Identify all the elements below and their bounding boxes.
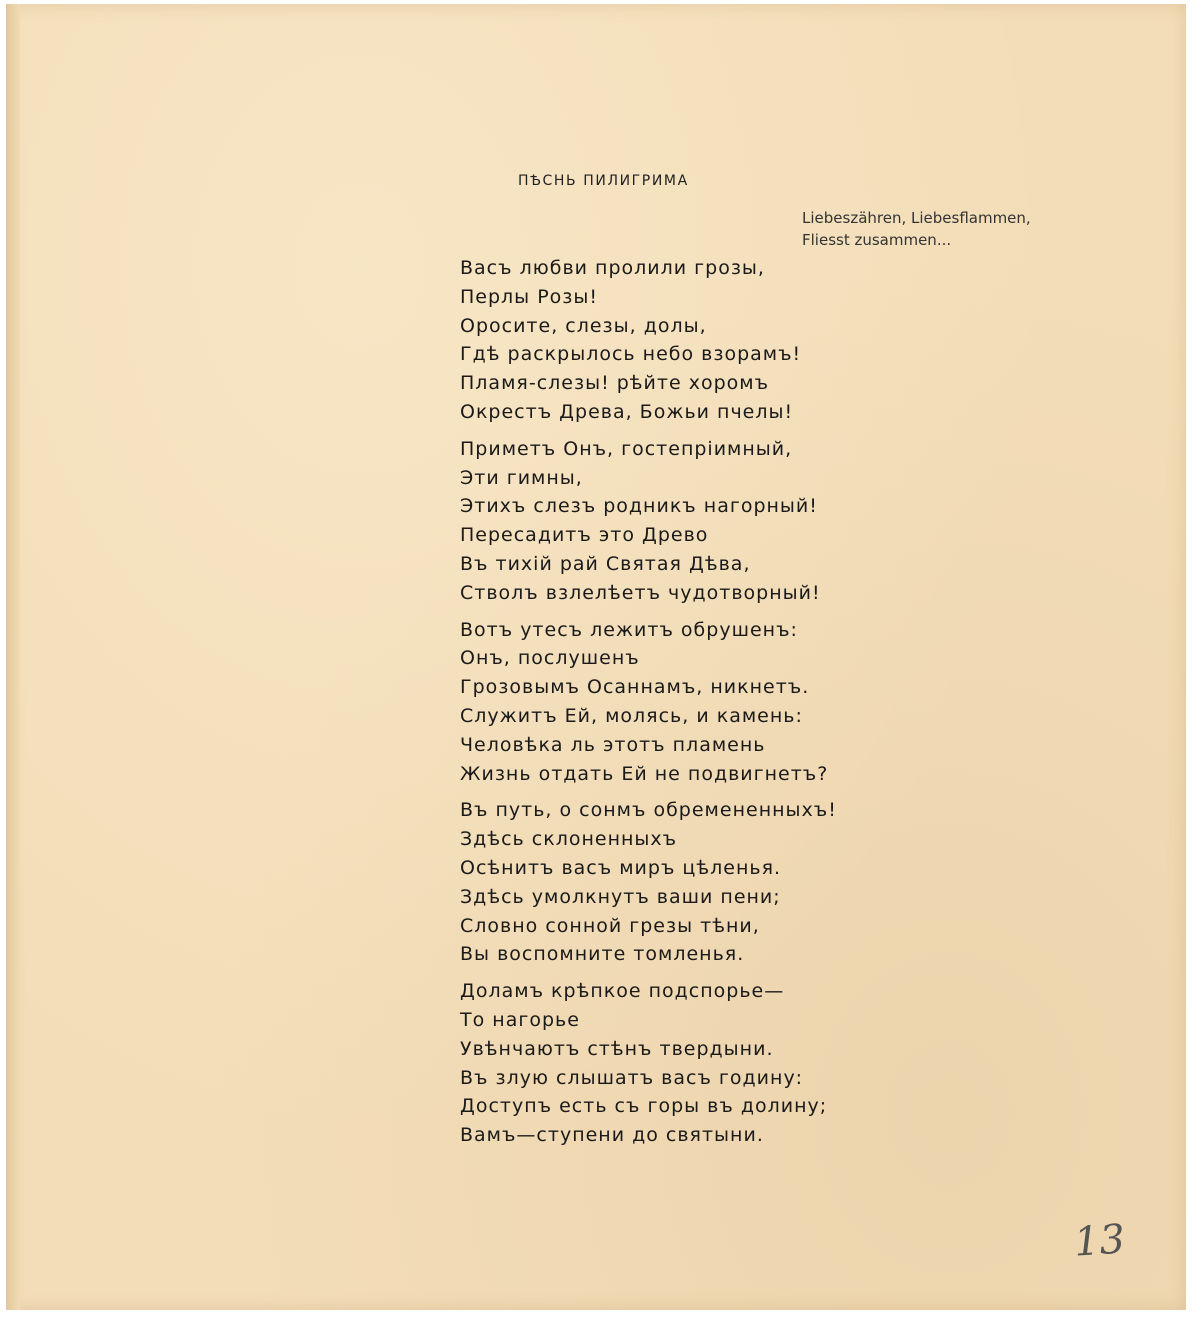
poem-line: Вы воспомните томленья. [460,943,745,966]
poem-line: Этихъ слезъ родникъ нагорный! [460,495,818,518]
poem-line: Служитъ Ей, молясь, и камень: [460,704,803,727]
epigraph-line: Liebeszähren, Liebesflammen, [802,209,1031,227]
page-number: 13 [1072,1216,1127,1266]
poem-title: ПѢСНЬ ПИЛИГРИМА [518,173,689,189]
stanza-1 [460,254,837,427]
stanza-5 [460,977,837,1150]
poem-line: Оросите, слезы, долы, [460,314,707,337]
poem-line: Окрестъ Древа, Божьи пчелы! [460,400,794,423]
poem-line: Въ тихій рай Святая Дѣва, [460,552,751,575]
poem-line: Здѣсь склоненныхъ [460,828,678,851]
poem-line: Перлы Розы! [460,285,599,308]
poem-line: Здѣсь умолкнутъ ваши пени; [460,885,781,908]
poem-body [460,254,837,1158]
poem-line: Онъ, послушенъ [460,647,640,670]
poem-line: Пересадитъ это Древо [460,524,709,547]
poem-line: Жизнь отдать Ей не подвигнетъ? [460,762,829,785]
poem-line: Увѣнчаютъ стѣнъ твердыни. [460,1037,774,1060]
poem-line: Эти гимны, [460,466,583,489]
stanza-3 [460,616,837,789]
poem-line: Вамъ—ступени до святыни. [460,1124,764,1147]
poem-line: Словно сонной грезы тѣни, [460,914,760,937]
poem-line: Въ путь, о сонмъ обремененныхъ! [460,799,837,822]
poem-line: Гдѣ раскрылось небо взорамъ! [460,343,802,366]
stanza-4 [460,796,837,969]
epigraph-line: Fliesst zusammen... [802,231,952,249]
page-binding-edge [6,4,20,1310]
poem-line: Доламъ крѣпкое подспорье— [460,980,785,1003]
poem-line: То нагорье [460,1008,580,1031]
poem-line: Осѣнитъ васъ миръ цѣленья. [460,856,782,879]
poem-line: Грозовымъ Осаннамъ, никнетъ. [460,676,810,699]
poem-line: Человѣка ль этотъ пламень [460,733,766,756]
poem-line: Вотъ утесъ лежитъ обрушенъ: [460,618,798,641]
epigraph [802,207,1031,251]
poem-line: Васъ любви пролили грозы, [460,257,765,279]
poem-line: Въ злую слышатъ васъ годину: [460,1066,804,1089]
poem-line: Приметъ Онъ, гостепріимный, [460,437,793,460]
poem-line: Доступъ есть съ горы въ долину; [460,1095,828,1118]
stanza-2 [460,435,837,608]
poem-line: Стволъ взлелѣетъ чудотворный! [460,581,821,604]
poem-line: Пламя-слезы! рѣйте хоромъ [460,372,770,395]
